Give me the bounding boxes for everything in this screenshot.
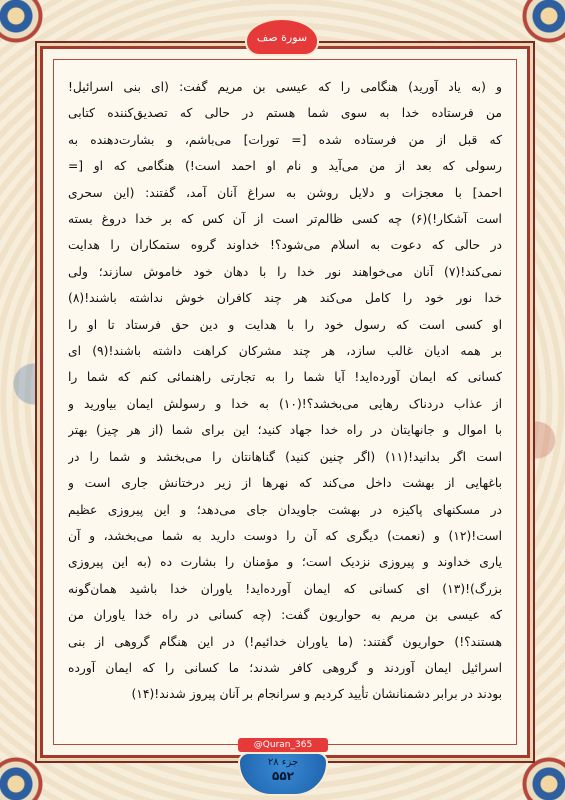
text-line: از عذاب دردناک رهایی می‌بخشد؟!(۱۰) به خدا و رسولش ایمان بیاورید و (68, 396, 502, 411)
text-line: باغهایی از بهشت داخل می‌کند که نهرها از زیر درختانش جاری است و (68, 476, 502, 491)
floral-corner-ornament (0, 756, 44, 800)
text-line: نمی‌کند!(۷) آنان می‌خواهند نور خدا را با دهان خود خاموش سازند؛ ولی (68, 264, 502, 279)
surah-title-tab (245, 18, 319, 56)
text-line: او کسی است که رسول خود را با هدایت و دین حق فرستاد تا او را (68, 317, 502, 332)
text-line: است آشکار!)(۶) چه کسی ظالم‌تر است از آن کس که بر خدا دروغ بسته (68, 212, 502, 227)
channel-tag (238, 738, 328, 752)
translation-text (68, 74, 502, 708)
text-line: کسانی که ایمان آورده‌اید! آیا شما را به تجارتی راهنمائی کنم که شما را (68, 370, 502, 385)
text-line: است اگر بدانید!(۱۱) (اگر چنین کنید) گناهانتان را می‌بخشد و شما را در (68, 449, 502, 464)
text-line: در حالی که دعوت به اسلام می‌شود؟! خداوند گروه ستمکاران را هدایت (68, 238, 502, 253)
text-line: با اموال و جانهایتان در راه خدا جهاد کنید؛ این برای شما (از هر چیز) بهتر (68, 423, 502, 438)
text-line: خدا نور خود را کامل می‌کند هر چند کافران خوش نداشته باشند!(۸) (68, 291, 502, 306)
text-line: و (به یاد آورید) هنگامی را که عیسی بن مریم گفت: (ای بنی اسرائیل! (68, 80, 502, 94)
juz-label: جزء ۲۸ (267, 757, 299, 768)
surah-title: سورة صف (256, 30, 308, 44)
text-line: که قبل از من فرستاده شده [= تورات] می‌باشم، و بشارت‌دهنده به (68, 132, 502, 147)
text-line: رسولی که بعد از من می‌آید و نام او احمد است!) هنگامی که او [= (68, 159, 502, 174)
text-line: یاری خداوند و پیروزی نزدیک است؛ و مؤمنان را بشارت ده (به این پیروزی (68, 555, 502, 570)
text-panel (53, 59, 517, 745)
text-line: در مسکنهای پاکیزه در بهشت جاویدان جای می‌دهد؛ و این پیروزی عظیم (68, 502, 502, 517)
text-line: که عیسی بن مریم به حواریون گفت: (چه کسانی در راه خدا یاوران من (68, 608, 502, 623)
text-line: بر همه ادیان غالب سازد، هر چند مشرکان کراهت داشته باشند!(۹) ای (68, 344, 502, 359)
juz-page-badge (238, 752, 328, 796)
text-line: احمد] با معجزات و دلایل روشن به سراغ آنان آمد، گفتند: (این سحری (68, 185, 502, 200)
text-line: بزرگ)!(۱۳) ای کسانی که ایمان آورده‌اید! یاوران خدا باشید همان‌گونه (68, 581, 502, 596)
floral-corner-ornament (0, 0, 44, 44)
page-number: ۵۵۲ (272, 769, 294, 783)
channel-handle: @Quran_365 (253, 740, 313, 750)
floral-corner-ornament (521, 756, 565, 800)
text-line: بودند در برابر دشمنانشان تأیید کردیم و سرانجام بر آنان پیروز شدند!(۱۴) (131, 687, 502, 702)
text-line: هستند؟!) حواریون گفتند: (ما یاوران خدائیم!) در این هنگام گروهی از بنی (68, 634, 502, 649)
page-frame (40, 46, 530, 758)
text-line: است!(۱۲) و (نعمت) دیگری که آن را دوست دارید به شما می‌بخشد، و آن (68, 528, 502, 543)
text-line: اسرائیل ایمان آوردند و گروهی کافر شدند؛ ما کسانی را که ایمان آورده (68, 660, 502, 675)
floral-corner-ornament (521, 0, 565, 44)
text-line: من فرستاده خدا به سوی شما هستم در حالی که تصدیق‌کننده کتابی (68, 106, 502, 121)
